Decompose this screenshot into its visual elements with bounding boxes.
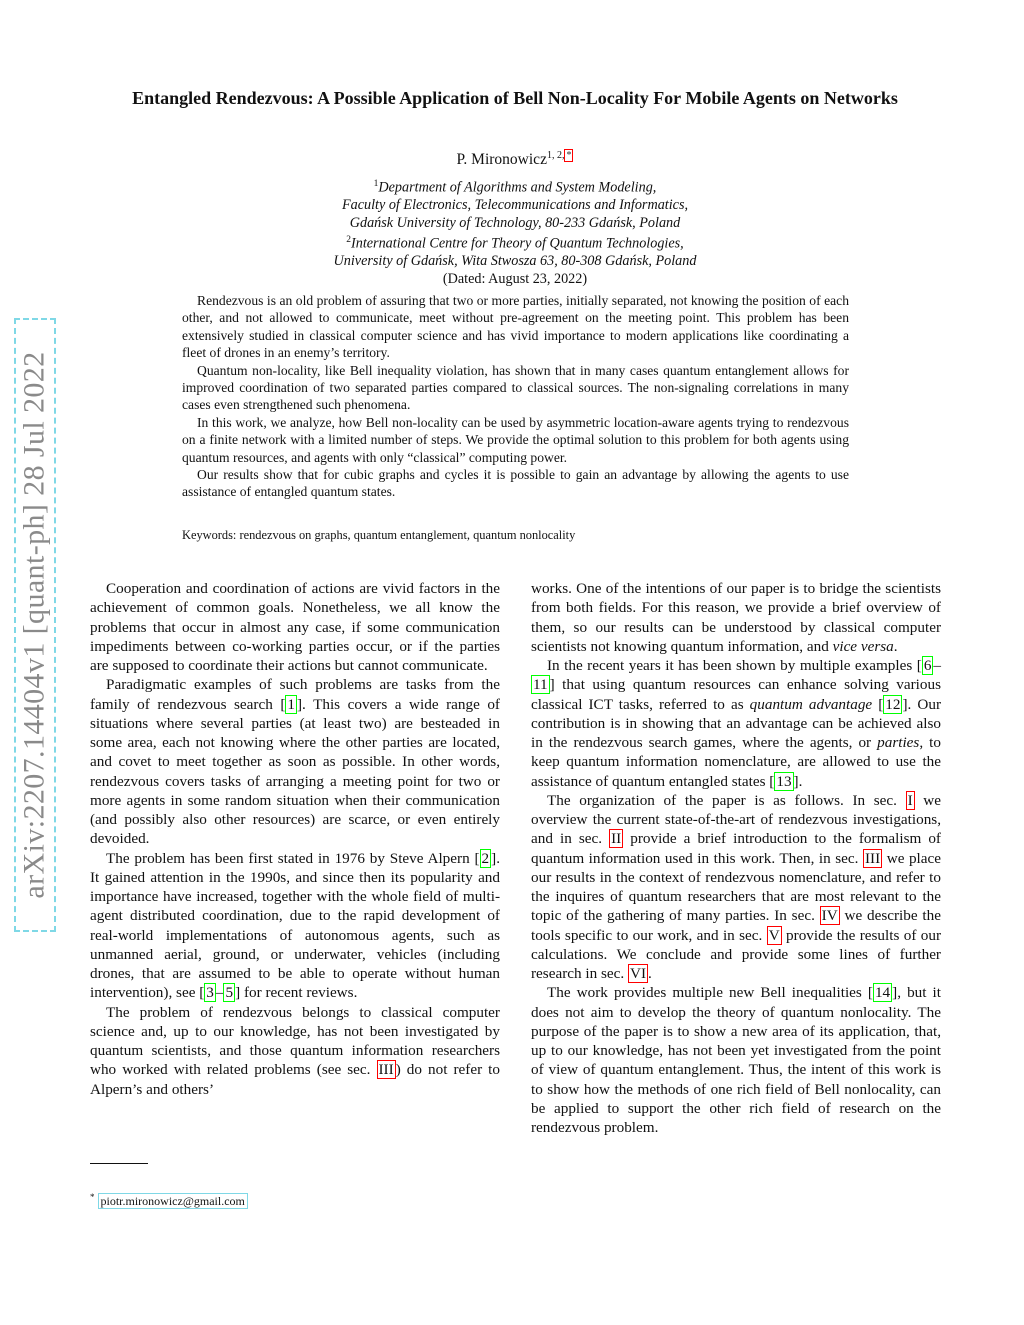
affiliation-line: Gdańsk University of Technology, 80-233 Gdańsk, Poland (349, 214, 681, 231)
citation-link[interactable]: 11 (533, 676, 548, 694)
footnote-mark: * (90, 1192, 95, 1202)
body-paragraph: Paradigmatic examples of such problems are tasks from the family of rendezvous search [ 1 ]. This covers a wide range of situations where several parties (at least two) are besteaded in some area, each not knowing where the other parties are located, and covet to meet together as soon as possible. In other words, rendezvous covers tasks of arranging a meeting point for two or more agents in some random situation when their communication (and possibly also other resources) are scarce, or even entirely devoided. (90, 676, 500, 848)
section-link[interactable]: IV (821, 907, 838, 925)
citation-link[interactable]: 6 (923, 657, 932, 674)
abstract-paragraph: In this work, we analyze, how Bell non-locality can be used by asymmetric location-aware agents trying to rendezvous on a finite network with a limited number of steps. We provide the optimal solution to this problem for both agents using quantum resources, and agents with only “classical” computing power. (182, 414, 849, 465)
body-paragraph: The problem of rendezvous belongs to classical computer science and, up to our knowledge, has not been investigated by quantum scientists, and those quantum information researchers who worked with related problems (see sec. III ) do not refer to Alpern’s and others’ (90, 1003, 500, 1098)
paper-title: Entangled Rendezvous: A Possible Application of Bell Non-Locality For Mobile Agents on Networks (132, 88, 898, 108)
affiliations (100, 176, 930, 288)
body-paragraph: works. One of the intentions of our paper is to bridge the scientists from both fields. For this reason, we provide a brief overview of them, so our results can be understood by classical computer scientists not knowing quantum information, and vice versa. (531, 580, 941, 655)
left-column (90, 579, 500, 1099)
arxiv-stamp[interactable] (14, 318, 56, 932)
citation-link[interactable]: 1 (287, 695, 295, 713)
citation-link[interactable]: 2 (481, 849, 490, 867)
section-link[interactable]: III (378, 1061, 394, 1079)
footnote-rule (90, 1163, 148, 1164)
abstract-paragraph: Our results show that for cubic graphs and cycles it is possible to gain an advantage by allowing the agents to use assistance of entangled quantum states. (182, 467, 849, 500)
affiliation-line: Faculty of Electronics, Telecommunications and Informatics, (341, 197, 689, 214)
section-link[interactable]: I (907, 791, 913, 809)
citation-link[interactable]: 12 (885, 695, 901, 713)
author-line (100, 150, 930, 169)
author-name: P. Mironowicz (456, 151, 547, 169)
body-paragraph: The problem has been first stated in 1976 by Steve Alpern [ 2 ]. It gained attention in the 1990s, and since then its popularity and importance have increased, together with the whole field of multi-agent distributed coordination, due to the rapid development of real-world implementations of autonomous agents, such as unmanned aerial, ground, or underwater, vehicles (including drones, that are assumed to be able to operate without human intervention), see [ 3 – 5 ] for recent reviews. (90, 849, 500, 1002)
author-affil-sup: 1, 2, (546, 150, 565, 161)
abstract-paragraph: Quantum non-locality, like Bell inequality violation, has shown that in many cases quantum entanglement allows for improved coordination of two separated parties compared to classical sources. The non-signaling correlations in many cases even strengthened such phenomena. (182, 362, 849, 413)
affiliation-line: $^1$Department of Algorithms and System Modeling, (373, 179, 657, 196)
affiliation-line: $^2$International Centre for Theory of Quantum Technologies, (346, 234, 684, 252)
arxiv-stamp-text: arXiv:2207.14404v1 [quant-ph] 28 Jul 2022 (18, 351, 52, 899)
citation-link[interactable]: 13 (776, 772, 792, 790)
body-paragraph: In the recent years it has been shown by multiple examples [ 6 –11 ] that using quantum resources can enhance solving various classical ICT tasks, referred to as quantum advantage [ 12 ]. Our contribution is in showing that an advantage can be achieved also in the rendezvous search games, where the agents, or parties, to keep quantum information nomenclature, are allowed to use the assistance of quantum entangled states [ 13 ]. (531, 657, 942, 790)
right-column (531, 579, 941, 1137)
author-footnote-link[interactable]: * (566, 150, 572, 161)
footnote (90, 1192, 248, 1209)
body-paragraph: The work provides multiple new Bell inequalities [ 14 ], but it does not aim to develop the theory of quantum nonlocality. The purpose of the paper is to show a new area of its application, that, up to our knowledge, has not been yet investigated from the point of view of quantum entanglement. Thus, the intent of this work is to show how the methods of one rich field of Bell nonlocality, can be applied to support the other rich field of research on the rendezvous problem. (531, 984, 941, 1136)
affiliation-line: University of Gdańsk, Wita Stwosza 63, 80-308 Gdańsk, Poland (333, 253, 697, 270)
section-link[interactable]: V (768, 926, 780, 944)
body-paragraph: Cooperation and coordination of actions are vivid factors in the achievement of common goals. Nonetheless, we all know the problems that occur in almost any case, if some communication impediments between co-working parties occur, or if the parties are supposed to coordinate their actions but cannot communicate. (90, 580, 500, 674)
citation-link[interactable]: 14 (874, 984, 891, 1002)
dated-line: (Dated: August 23, 2022) (442, 270, 588, 287)
email-link[interactable]: piotr.mironowicz@gmail.com (98, 1193, 248, 1209)
section-link[interactable]: III (865, 849, 881, 867)
section-link[interactable]: II (611, 830, 622, 848)
citation-link[interactable]: 5 (225, 984, 234, 1002)
keywords: Keywords: rendezvous on graphs, quantum entanglement, quantum nonlocality (182, 528, 576, 542)
abstract (182, 292, 849, 501)
abstract-paragraph: Rendezvous is an old problem of assuring that two or more parties, initially separated, not knowing the position of each other, and not allowed to communicate, meet without pre-agreement on the meeting point. This problem has been extensively studied in classical computer science and has vivid importance to modern applications like coordinating a fleet of drones in an enemy’s territory. (182, 293, 849, 361)
body-paragraph: The organization of the paper is as follows. In sec. I we overview the current state-of-the-art of rendezvous investigations, and in sec. II provide a brief introduction to the formalism of quantum information used in this work. Then, in sec. III we place our results in the context of rendezvous nomenclature, and refer to the inquires of quantum researchers that are most relevant to the topic of the gathering of many parties. In sec. IV we describe the tools specific to our work, and in sec. V provide the results of our calculations. We conclude and provide some lines of further research in sec. VI . (531, 791, 942, 982)
section-link[interactable]: VI (629, 965, 647, 982)
citation-link[interactable]: 3 (206, 984, 214, 1002)
